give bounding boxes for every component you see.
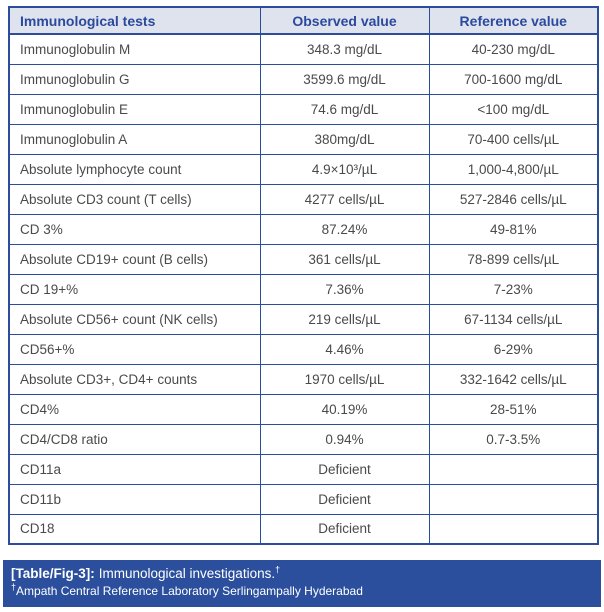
observed-value-cell: 380mg/dL: [260, 124, 429, 154]
reference-value-cell: <100 mg/dL: [429, 94, 598, 124]
reference-value-cell: 0.7-3.5%: [429, 424, 598, 454]
caption-band: [3, 560, 601, 607]
test-name-cell: CD4%: [9, 394, 260, 424]
test-name-cell: Immunoglobulin M: [9, 34, 260, 64]
test-name-cell: CD18: [9, 514, 260, 544]
reference-value-cell: 78-899 cells/µL: [429, 244, 598, 274]
test-name-cell: Immunoglobulin G: [9, 64, 260, 94]
observed-value-cell: 74.6 mg/dL: [260, 94, 429, 124]
caption-title: Immunological investigations.: [98, 566, 276, 581]
reference-value-cell: 28-51%: [429, 394, 598, 424]
reference-value-cell: 6-29%: [429, 334, 598, 364]
test-name-cell: Absolute lymphocyte count: [9, 154, 260, 184]
table-row: [9, 184, 598, 214]
table-row: [9, 274, 598, 304]
reference-value-cell: 7-23%: [429, 274, 598, 304]
test-name-cell: CD4/CD8 ratio: [9, 424, 260, 454]
table-row: [9, 124, 598, 154]
observed-value-cell: 3599.6 mg/dL: [260, 64, 429, 94]
observed-value-cell: 361 cells/µL: [260, 244, 429, 274]
test-name-cell: Absolute CD3+, CD4+ counts: [9, 364, 260, 394]
reference-value-cell: [429, 484, 598, 514]
table-row: [9, 34, 598, 64]
table-row: [9, 424, 598, 454]
dagger-mark: †: [275, 564, 281, 575]
test-name-cell: CD56+%: [9, 334, 260, 364]
test-name-cell: Immunoglobulin A: [9, 124, 260, 154]
table-row: [9, 214, 598, 244]
reference-value-cell: 700-1600 mg/dL: [429, 64, 598, 94]
reference-value-cell: 67-1134 cells/µL: [429, 304, 598, 334]
table-header-row: [9, 7, 598, 34]
table-row: [9, 244, 598, 274]
table-caption: [11, 566, 593, 583]
reference-value-cell: 332-1642 cells/µL: [429, 364, 598, 394]
reference-value-cell: 49-81%: [429, 214, 598, 244]
dagger-mark: †: [11, 581, 17, 592]
observed-value-cell: Deficient: [260, 454, 429, 484]
footnote-text: Ampath Central Reference Laboratory Serlingampally Hyderabad: [16, 583, 363, 598]
table-row: [9, 514, 598, 544]
test-name-cell: CD11b: [9, 484, 260, 514]
observed-value-cell: 1970 cells/µL: [260, 364, 429, 394]
test-name-cell: Absolute CD56+ count (NK cells): [9, 304, 260, 334]
reference-value-cell: [429, 514, 598, 544]
test-name-cell: Absolute CD3 count (T cells): [9, 184, 260, 214]
observed-value-cell: 4277 cells/µL: [260, 184, 429, 214]
table-row: [9, 364, 598, 394]
table-footnote: [11, 581, 593, 599]
table-body: [9, 34, 598, 544]
column-header-tests: Immunological tests: [9, 7, 260, 34]
table-row: [9, 454, 598, 484]
test-name-cell: CD 19+%: [9, 274, 260, 304]
observed-value-cell: 7.36%: [260, 274, 429, 304]
observed-value-cell: 4.46%: [260, 334, 429, 364]
observed-value-cell: 219 cells/µL: [260, 304, 429, 334]
table-row: [9, 334, 598, 364]
observed-value-cell: 87.24%: [260, 214, 429, 244]
table-row: [9, 394, 598, 424]
observed-value-cell: 348.3 mg/dL: [260, 34, 429, 64]
test-name-cell: Immunoglobulin E: [9, 94, 260, 124]
column-header-reference: Reference value: [429, 7, 598, 34]
test-name-cell: Absolute CD19+ count (B cells): [9, 244, 260, 274]
observed-value-cell: 40.19%: [260, 394, 429, 424]
table-row: [9, 304, 598, 334]
immunology-table-container: [8, 6, 599, 545]
caption-label: [Table/Fig-3]:: [11, 566, 95, 581]
reference-value-cell: 70-400 cells/µL: [429, 124, 598, 154]
reference-value-cell: [429, 454, 598, 484]
test-name-cell: CD11a: [9, 454, 260, 484]
test-name-cell: CD 3%: [9, 214, 260, 244]
observed-value-cell: Deficient: [260, 514, 429, 544]
reference-value-cell: 527-2846 cells/µL: [429, 184, 598, 214]
reference-value-cell: 1,000-4,800/µL: [429, 154, 598, 184]
reference-value-cell: 40-230 mg/dL: [429, 34, 598, 64]
observed-value-cell: 0.94%: [260, 424, 429, 454]
immunology-table: [8, 6, 599, 545]
table-row: [9, 94, 598, 124]
table-row: [9, 484, 598, 514]
column-header-observed: Observed value: [260, 7, 429, 34]
observed-value-cell: Deficient: [260, 484, 429, 514]
table-row: [9, 154, 598, 184]
observed-value-cell: 4.9×10³/µL: [260, 154, 429, 184]
table-row: [9, 64, 598, 94]
